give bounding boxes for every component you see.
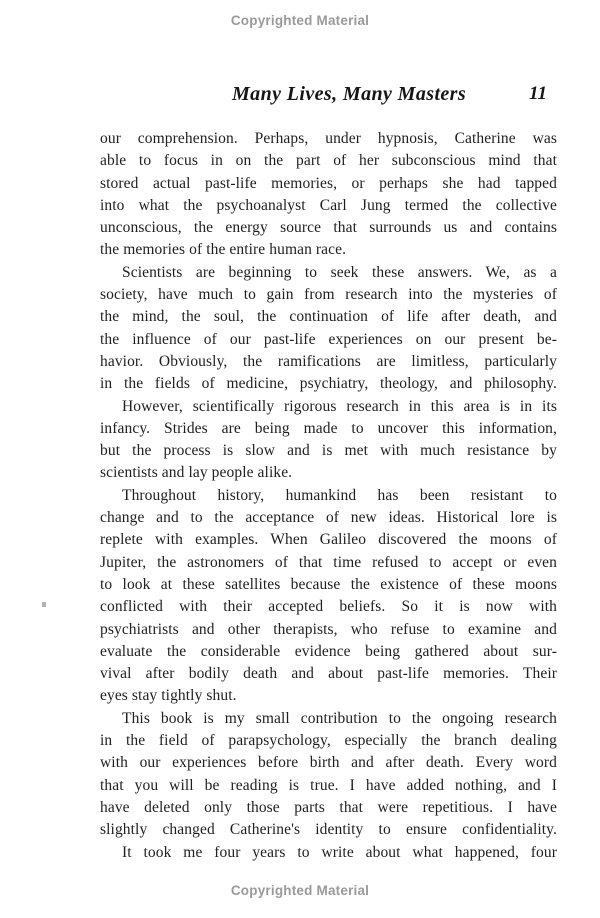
text-line: in the fields of medicine, psychiatry, theology, and philosophy.	[100, 375, 557, 393]
text-line: vival after bodily death and about past-life memories. Their	[100, 665, 557, 683]
running-header-title: Many Lives, Many Masters	[232, 83, 467, 105]
copyright-notice-bottom: Copyrighted Material	[230, 883, 370, 898]
text-line: to look at these satellites because the existence of these moons	[100, 575, 557, 593]
text-line: into what the psychoanalyst Carl Jung termed the collective	[100, 196, 557, 214]
text-line: the influence of our past-life experiences on our present be-	[100, 330, 557, 348]
text-line: It took me four years to write about what happened, four	[122, 843, 557, 861]
page-number: 11	[529, 83, 547, 104]
text-line: society, have much to gain from research into the mysteries of	[100, 286, 557, 304]
text-line: Scientists are beginning to seek these answers. We, as a	[122, 263, 557, 281]
text-line: scientists and lay people alike.	[100, 464, 293, 482]
text-line: unconscious, the energy source that surrounds us and contains	[100, 219, 557, 237]
copyright-notice-top: Copyrighted Material	[230, 13, 370, 28]
text-line: have deleted only those parts that were repetitious. I have	[100, 798, 557, 816]
text-line: our comprehension. Perhaps, under hypnosis, Catherine was	[100, 130, 557, 147]
text-line: slightly changed Catherine's identity to ensure confidentiality.	[100, 821, 557, 839]
text-line: Throughout history, humankind has been resistant to	[122, 486, 557, 504]
text-line: the mind, the soul, the continuation of life after death, and	[100, 308, 557, 326]
text-line: havior. Obviously, the ramifications are limitless, particularly	[100, 352, 557, 370]
body-text	[100, 128, 557, 864]
text-line: in the field of parapsychology, especially the branch dealing	[100, 732, 557, 750]
text-line: However, scientifically rigorous research in this area is in its	[122, 397, 557, 415]
text-line: but the process is slow and is met with much resistance by	[100, 442, 557, 460]
text-line: with our experiences before birth and after death. Every word	[100, 754, 557, 772]
text-line: change and to the acceptance of new ideas. Historical lore is	[100, 509, 557, 527]
text-line: the memories of the entire human race.	[100, 241, 347, 259]
text-line: evaluate the considerable evidence being gathered about sur-	[100, 642, 557, 660]
text-line: infancy. Strides are being made to uncover this information,	[100, 419, 557, 437]
text-line: conflicted with their accepted beliefs. So it is now with	[100, 598, 557, 616]
text-line: able to focus in on the part of her subconscious mind that	[100, 152, 557, 170]
running-header	[232, 83, 547, 109]
text-line: stored actual past-life memories, or perhaps she had tapped	[100, 174, 557, 192]
text-line: This book is my small contribution to the ongoing research	[122, 709, 557, 727]
text-line: Jupiter, the astronomers of that time refused to accept or even	[100, 553, 557, 571]
text-line: that you will be reading is true. I have added nothing, and I	[100, 776, 557, 794]
text-line: psychiatrists and other therapists, who refuse to examine and	[100, 620, 557, 638]
text-line: replete with examples. When Galileo discovered the moons of	[100, 531, 557, 549]
text-line: eyes stay tightly shut.	[100, 687, 237, 705]
scan-artifact-speck	[42, 602, 46, 607]
